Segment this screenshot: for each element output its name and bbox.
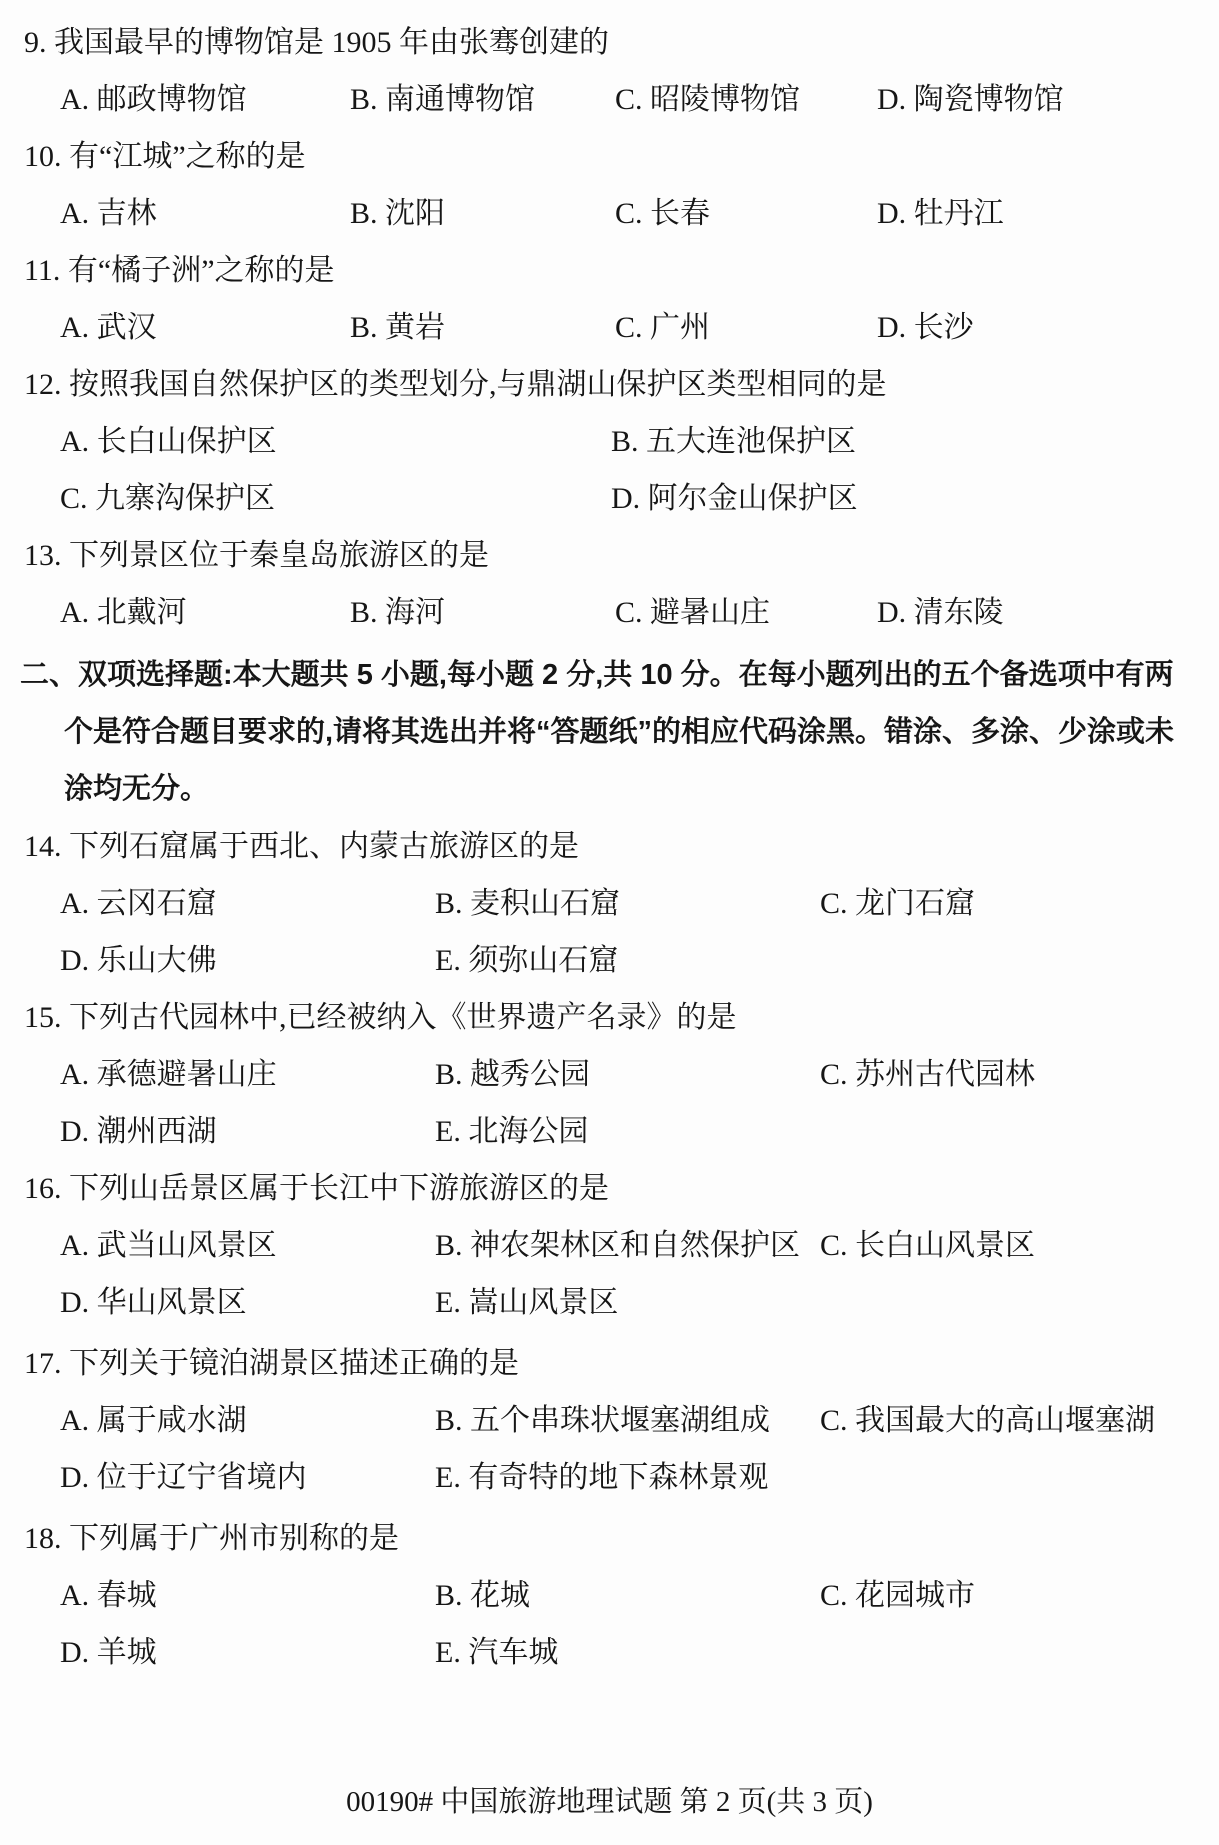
question-18-option-a: A. 春城 bbox=[60, 1579, 157, 1612]
question-10-option-b: B. 沈阳 bbox=[350, 197, 446, 230]
question-9-stem: 9. 我国最早的博物馆是 1905 年由张骞创建的 bbox=[24, 26, 609, 59]
question-15-option-d: D. 潮州西湖 bbox=[60, 1115, 217, 1148]
question-12-option-c: C. 九寨沟保护区 bbox=[60, 482, 276, 515]
question-9-option-d: D. 陶瓷博物馆 bbox=[877, 83, 1064, 116]
question-17-option-d: D. 位于辽宁省境内 bbox=[60, 1461, 307, 1494]
question-10-stem: 10. 有“江城”之称的是 bbox=[24, 140, 306, 173]
question-14-stem: 14. 下列石窟属于西北、内蒙古旅游区的是 bbox=[24, 830, 579, 863]
question-14-option-a: A. 云冈石窟 bbox=[60, 887, 217, 920]
question-14-option-c: C. 龙门石窟 bbox=[820, 887, 976, 920]
question-15-options-row-2 bbox=[0, 1103, 1219, 1160]
question-12-option-a: A. 长白山保护区 bbox=[60, 425, 277, 458]
question-10-options bbox=[0, 185, 1219, 242]
question-17-options-row-1 bbox=[0, 1392, 1219, 1449]
question-17-option-c: C. 我国最大的高山堰塞湖 bbox=[820, 1404, 1156, 1437]
question-15-option-e: E. 北海公园 bbox=[435, 1115, 589, 1148]
question-13-stem: 13. 下列景区位于秦皇岛旅游区的是 bbox=[24, 539, 489, 572]
question-15-option-a: A. 承德避暑山庄 bbox=[60, 1058, 277, 1091]
question-16-option-a: A. 武当山风景区 bbox=[60, 1229, 277, 1262]
question-12-options-row-2 bbox=[0, 470, 1219, 527]
question-12-options-row-1 bbox=[0, 413, 1219, 470]
question-11-stem: 11. 有“橘子洲”之称的是 bbox=[24, 254, 335, 287]
question-13-options bbox=[0, 584, 1219, 641]
question-10-option-c: C. 长春 bbox=[615, 197, 711, 230]
question-16-options-row-2 bbox=[0, 1274, 1219, 1331]
question-9-option-c: C. 昭陵博物馆 bbox=[615, 83, 801, 116]
question-13-option-a: A. 北戴河 bbox=[60, 596, 187, 629]
question-16-option-e: E. 嵩山风景区 bbox=[435, 1286, 619, 1319]
question-10-option-a: A. 吉林 bbox=[60, 197, 157, 230]
question-17-options-row-2 bbox=[0, 1449, 1219, 1506]
question-18-options-row-1 bbox=[0, 1567, 1219, 1624]
question-16-stem: 16. 下列山岳景区属于长江中下游旅游区的是 bbox=[24, 1172, 609, 1205]
question-13-option-b: B. 海河 bbox=[350, 596, 446, 629]
question-18-option-c: C. 花园城市 bbox=[820, 1579, 976, 1612]
question-17-option-e: E. 有奇特的地下森林景观 bbox=[435, 1461, 769, 1494]
question-11-option-a: A. 武汉 bbox=[60, 311, 157, 344]
question-11-option-c: C. 广州 bbox=[615, 311, 711, 344]
question-15-option-c: C. 苏州古代园林 bbox=[820, 1058, 1036, 1091]
question-15-option-b: B. 越秀公园 bbox=[435, 1058, 591, 1091]
question-13-option-d: D. 清东陵 bbox=[877, 596, 1004, 629]
section-2-header-line-1: 二、双项选择题:本大题共 5 小题,每小题 2 分,共 10 分。在每小题列出的五个备选项中有两 bbox=[20, 659, 1174, 691]
question-11-option-b: B. 黄岩 bbox=[350, 311, 446, 344]
section-2-header-line-3: 涂均无分。 bbox=[64, 773, 210, 805]
section-2-header-line-2: 个是符合题目要求的,请将其选出并将“答题纸”的相应代码涂黑。错涂、多涂、少涂或未 bbox=[64, 716, 1175, 748]
question-18-option-b: B. 花城 bbox=[435, 1579, 531, 1612]
question-12-option-d: D. 阿尔金山保护区 bbox=[611, 482, 858, 515]
question-15-stem: 15. 下列古代园林中,已经被纳入《世界遗产名录》的是 bbox=[24, 1001, 737, 1034]
question-16-option-c: C. 长白山风景区 bbox=[820, 1229, 1036, 1262]
question-14-options-row-2 bbox=[0, 932, 1219, 989]
question-11-options bbox=[0, 299, 1219, 356]
question-17-stem: 17. 下列关于镜泊湖景区描述正确的是 bbox=[24, 1347, 519, 1380]
question-17-option-a: A. 属于咸水湖 bbox=[60, 1404, 247, 1437]
question-9-option-a: A. 邮政博物馆 bbox=[60, 83, 247, 116]
question-9-options bbox=[0, 71, 1219, 128]
question-16-option-b: B. 神农架林区和自然保护区 bbox=[435, 1229, 801, 1262]
question-14-options-row-1 bbox=[0, 875, 1219, 932]
question-18-options-row-2 bbox=[0, 1624, 1219, 1681]
question-12-option-b: B. 五大连池保护区 bbox=[611, 425, 857, 458]
question-18-stem: 18. 下列属于广州市别称的是 bbox=[24, 1522, 399, 1555]
question-12-stem: 12. 按照我国自然保护区的类型划分,与鼎湖山保护区类型相同的是 bbox=[24, 368, 887, 401]
question-15-options-row-1 bbox=[0, 1046, 1219, 1103]
question-10-option-d: D. 牡丹江 bbox=[877, 197, 1004, 230]
question-14-option-b: B. 麦积山石窟 bbox=[435, 887, 621, 920]
question-18-option-d: D. 羊城 bbox=[60, 1636, 157, 1669]
question-16-option-d: D. 华山风景区 bbox=[60, 1286, 247, 1319]
question-13-option-c: C. 避暑山庄 bbox=[615, 596, 771, 629]
question-17-option-b: B. 五个串珠状堰塞湖组成 bbox=[435, 1404, 771, 1437]
question-14-option-d: D. 乐山大佛 bbox=[60, 944, 217, 977]
question-9-option-b: B. 南通博物馆 bbox=[350, 83, 536, 116]
page-footer: 00190# 中国旅游地理试题 第 2 页(共 3 页) bbox=[346, 1786, 873, 1818]
question-14-option-e: E. 须弥山石窟 bbox=[435, 944, 619, 977]
question-18-option-e: E. 汽车城 bbox=[435, 1636, 559, 1669]
question-11-option-d: D. 长沙 bbox=[877, 311, 974, 344]
question-16-options-row-1 bbox=[0, 1217, 1219, 1274]
